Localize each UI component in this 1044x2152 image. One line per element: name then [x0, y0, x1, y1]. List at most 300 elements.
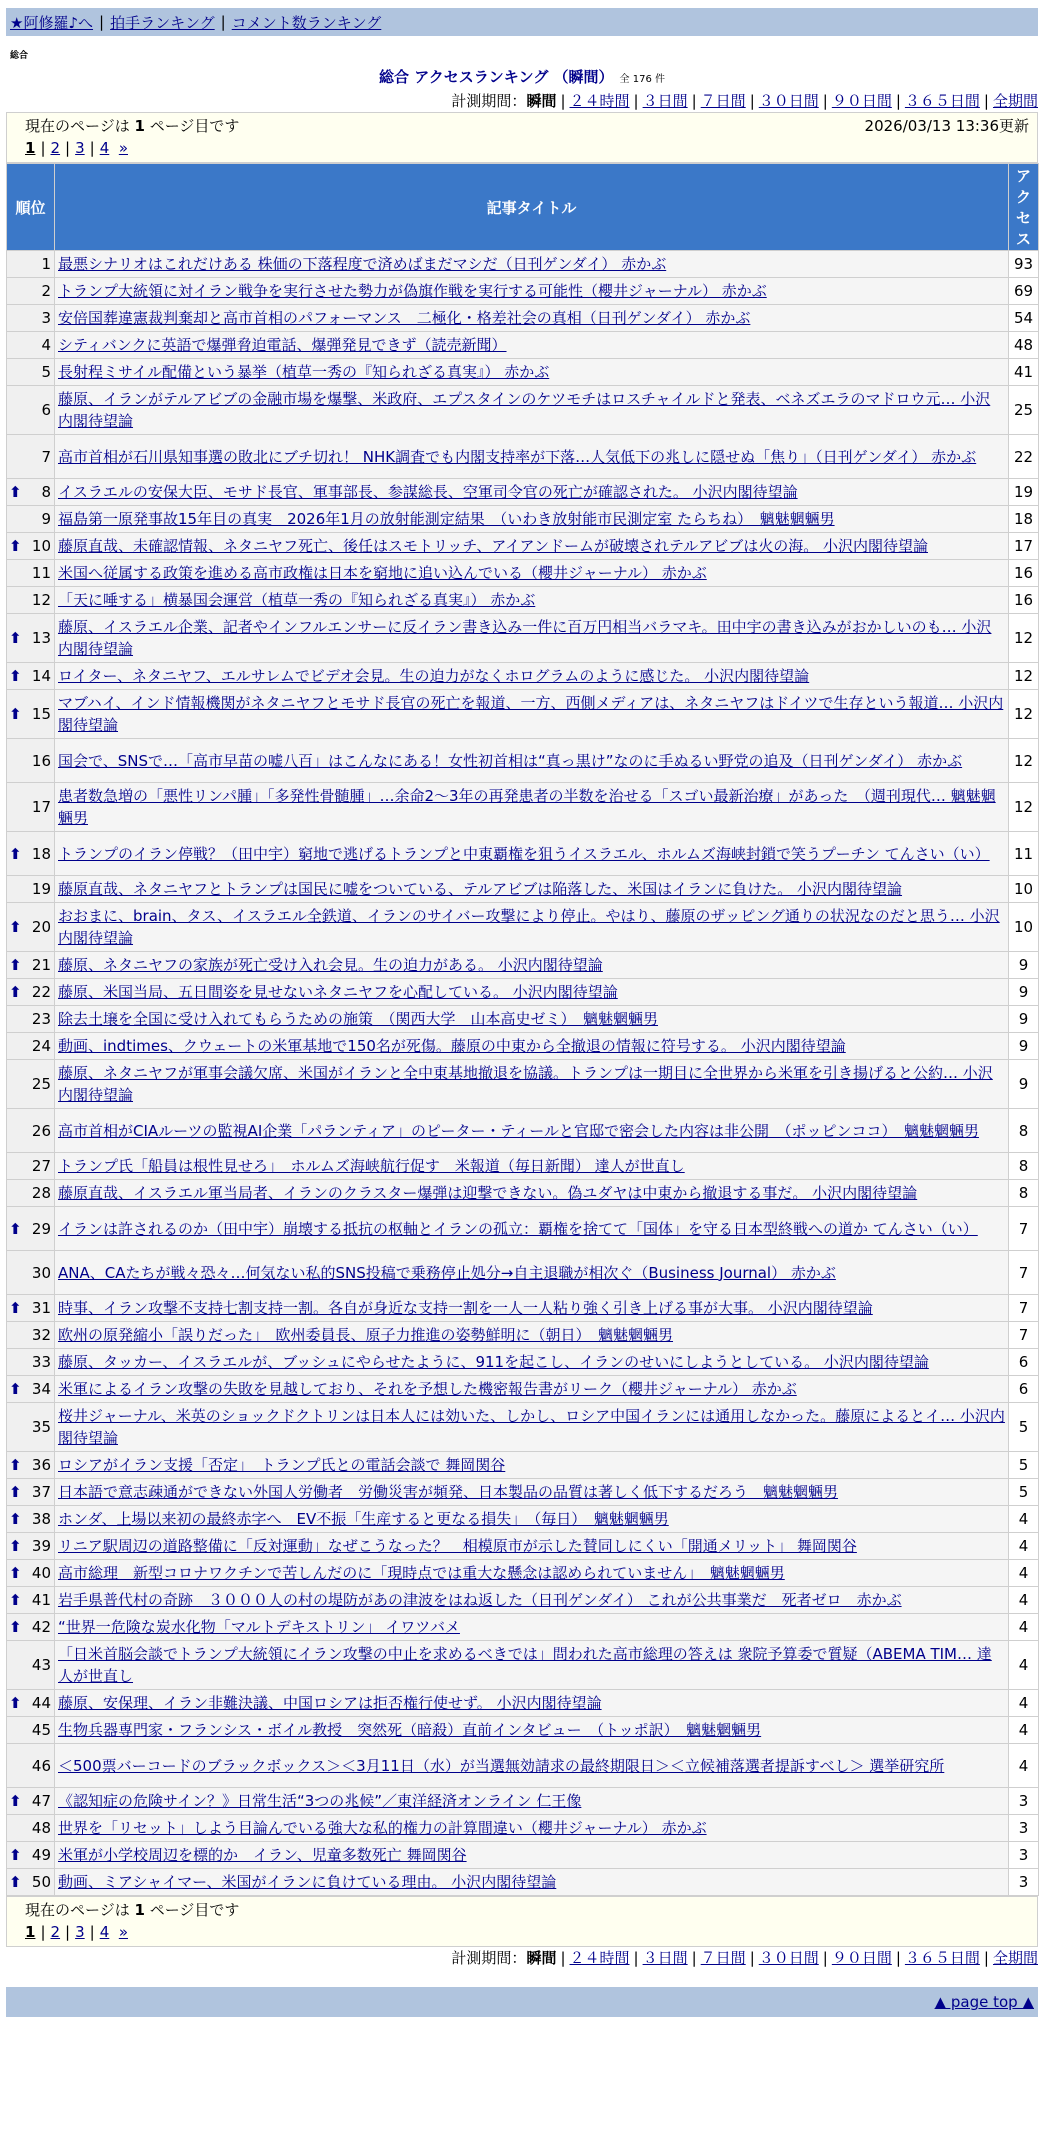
- rank-number: 29: [31, 1219, 51, 1238]
- table-row: [7, 1533, 1039, 1560]
- rank-cell: [7, 533, 55, 560]
- rank-cell: [7, 435, 55, 479]
- rank-cell: [7, 332, 55, 359]
- ranking-table: [6, 163, 1039, 1896]
- title-cell: [55, 1403, 1009, 1452]
- pager-status-row: [25, 1899, 1029, 1921]
- table-row: [7, 1033, 1039, 1060]
- article-link[interactable]: 生物兵器専門家・フランシス・ボイル教授 突然死（暗殺）直前インタビュー （トッポ訳） 魑魅魍魎男: [58, 1721, 762, 1739]
- table-row: [7, 952, 1039, 979]
- article-link[interactable]: 藤原直哉、イスラエル軍当局者、イランのクラスター爆弾は迎撃できない。偽ユダヤは中東から撤退する事だ。 小沢内閣待望論: [58, 1184, 918, 1202]
- article-link[interactable]: 動画、indtimes、クウェートの米軍基地で150名が死傷。藤原の中東から全撤退の情報に符号する。 小沢内閣待望論: [58, 1037, 846, 1055]
- rank-cell: [7, 1479, 55, 1506]
- access-count: 16: [1009, 587, 1039, 614]
- rank-number: 8: [41, 483, 51, 501]
- rank-cell: [7, 1033, 55, 1060]
- rank-number: 1: [41, 255, 51, 273]
- home-link[interactable]: ★阿修羅♪へ: [10, 13, 94, 32]
- rank-cell: [7, 1322, 55, 1349]
- rank-cell: [7, 560, 55, 587]
- page-link[interactable]: 3: [75, 139, 85, 157]
- title-cell: [55, 533, 1009, 560]
- title-cell: [55, 435, 1009, 479]
- table-row: [7, 1842, 1039, 1869]
- access-count: 22: [1009, 435, 1039, 479]
- access-count: 9: [1009, 952, 1039, 979]
- rank-number: 2: [41, 282, 51, 300]
- title-cell: [55, 1479, 1009, 1506]
- page-status-prefix: 現在のページは: [25, 117, 130, 135]
- pager-links: [25, 137, 1029, 159]
- access-count: 7: [1009, 1251, 1039, 1295]
- period-link[interactable]: ７日間: [700, 92, 746, 110]
- rank-cell: [7, 1506, 55, 1533]
- title-cell: [55, 1322, 1009, 1349]
- article-link[interactable]: 時事、イラン攻撃不支持七割支持一割。各自が身近な支持一割を一人一人粘り強く引き上げる事が大事。 小沢内閣待望論: [58, 1299, 873, 1317]
- article-link[interactable]: ANA、CAたちが戦々恐々…何気ない私的SNS投稿で乗務停止処分→自主退職が相次ぐ（Business Journal） 赤かぶ: [58, 1263, 836, 1282]
- article-link[interactable]: 桜井ジャーナル、米英のショックドクトリンは日本人には効いた、しかし、ロシア中国イランには通用しなかった。藤原によるとイ… 小沢内閣待望論: [58, 1407, 1005, 1447]
- table-row: [7, 1295, 1039, 1322]
- title-cell: [55, 739, 1009, 783]
- title-cell: [55, 1153, 1009, 1180]
- rank-up-arrow-icon: ⬆: [9, 1537, 22, 1555]
- rank-number: 19: [31, 880, 51, 898]
- table-row: [7, 1744, 1039, 1788]
- title-cell: [55, 663, 1009, 690]
- rank-cell: [7, 1560, 55, 1587]
- article-link[interactable]: トランプのイラン停戦？（田中宇）窮地で逃げるトランプと中東覇権を狙うイスラエル、ホルムズ海峡封鎖で笑うプーチン てんさい（い）: [58, 844, 990, 863]
- rank-number: 30: [31, 1263, 51, 1282]
- access-count: 4: [1009, 1533, 1039, 1560]
- period-separator: |: [749, 1949, 755, 1967]
- title-cell: [55, 332, 1009, 359]
- pager-separator: |: [40, 1923, 46, 1941]
- rank-up-arrow-icon: ⬆: [9, 1694, 22, 1712]
- rank-cell: [7, 1815, 55, 1842]
- table-row: [7, 1322, 1039, 1349]
- access-count: 8: [1009, 1153, 1039, 1180]
- rank-number: 32: [31, 1326, 51, 1344]
- access-count: 4: [1009, 1641, 1039, 1690]
- table-row: [7, 533, 1039, 560]
- rank-number: 41: [31, 1591, 51, 1609]
- title-cell: [55, 587, 1009, 614]
- table-row: [7, 1506, 1039, 1533]
- rank-number: 20: [31, 918, 51, 936]
- table-row: [7, 587, 1039, 614]
- title-cell: [55, 783, 1009, 832]
- rank-number: 15: [31, 705, 51, 723]
- period-separator: |: [633, 1949, 639, 1967]
- article-link[interactable]: 《認知症の危険サイン？》日常生活“3つの兆候”／東洋経済オンライン 仁王像: [58, 1792, 582, 1810]
- rank-up-arrow-icon: ⬆: [9, 1456, 22, 1474]
- article-link[interactable]: “世界一危険な炭水化物「マルトデキストリン」 イワツバメ: [58, 1618, 460, 1636]
- period-separator: |: [691, 1949, 697, 1967]
- article-link[interactable]: トランプ大統領に対イラン戦争を実行させた勢力が偽旗作戦を実行する可能性（櫻井ジャーナル） 赤かぶ: [58, 282, 767, 300]
- page-status: [25, 1899, 239, 1921]
- period-link[interactable]: ３日間: [642, 1949, 688, 1967]
- period-link[interactable]: 全期間: [992, 92, 1038, 110]
- access-count: 41: [1009, 359, 1039, 386]
- article-link[interactable]: 安倍国葬違憲裁判棄却と高市首相のパフォーマンス 二極化・格差社会の真相（日刊ゲンダイ） 赤かぶ: [58, 309, 751, 327]
- article-link[interactable]: マブハイ、インド情報機関がネタニヤフとモサド長官の死亡を報道、一方、西側メディアは、ネタニヤフはドイツで生存という報道… 小沢内閣待望論: [58, 694, 1004, 734]
- period-selector-bottom: [6, 1947, 1038, 1969]
- rank-cell: [7, 663, 55, 690]
- article-link[interactable]: ロイター、ネタニヤフ、エルサレムでビデオ会見。生の迫力がなくホログラムのように感じた。 小沢内閣待望論: [58, 667, 810, 685]
- article-link[interactable]: イスラエルの安保大臣、モサド長官、軍事部長、参謀総長、空軍司令官の死亡が確認された。 小沢内閣待望論: [58, 483, 798, 501]
- period-link[interactable]: ３０日間: [758, 1949, 819, 1967]
- table-row: [7, 903, 1039, 952]
- page-title-text: 総合 アクセスランキング （瞬間）: [379, 68, 614, 86]
- access-count: 12: [1009, 739, 1039, 783]
- access-count: 11: [1009, 832, 1039, 876]
- table-row: [7, 1614, 1039, 1641]
- rank-number: 13: [31, 629, 51, 647]
- next-page-link[interactable]: »: [118, 139, 128, 157]
- table-row: [7, 1109, 1039, 1153]
- article-link[interactable]: 世界を「リセット」しよう目論んでいる強大な私的権力の計算間違い（櫻井ジャーナル） 赤かぶ: [58, 1819, 707, 1837]
- access-count: 12: [1009, 690, 1039, 739]
- table-row: [7, 1479, 1039, 1506]
- table-row: [7, 876, 1039, 903]
- rank-cell: [7, 1717, 55, 1744]
- title-cell: [55, 1744, 1009, 1788]
- rank-up-arrow-icon: ⬆: [9, 629, 22, 647]
- table-row: [7, 832, 1039, 876]
- pager-separator: |: [89, 139, 95, 157]
- table-row: [7, 278, 1039, 305]
- article-link[interactable]: 米軍が小学校周辺を標的か イラン、児童多数死亡 舞岡関谷: [58, 1846, 467, 1864]
- applause-ranking-link[interactable]: 拍手ランキング: [110, 13, 215, 32]
- article-link[interactable]: 患者数急増の「悪性リンパ腫」「多発性骨髄腫」…余命2〜3年の再発患者の半数を治せる「スゴい最新治療」があった （週刊現代… 魑魅魍魎男: [58, 787, 996, 827]
- article-link[interactable]: 藤原、ネタニヤフの家族が死亡受け入れ会見。生の迫力がある。 小沢内閣待望論: [58, 956, 603, 974]
- rank-cell: [7, 1207, 55, 1251]
- access-count: 12: [1009, 614, 1039, 663]
- table-row: [7, 1560, 1039, 1587]
- rank-number: 7: [41, 447, 51, 466]
- rank-cell: [7, 979, 55, 1006]
- rank-up-arrow-icon: ⬆: [9, 1846, 22, 1864]
- access-count: 9: [1009, 1033, 1039, 1060]
- pager-separator: |: [65, 1923, 71, 1941]
- title-cell: [55, 1180, 1009, 1207]
- rank-number: 44: [31, 1694, 51, 1712]
- table-row: [7, 1587, 1039, 1614]
- article-link[interactable]: 藤原、イランがテルアビブの金融市場を爆撃、米政府、エプスタインのケツモチはロスチャイルドと発表、ベネズエラのマドロウ元… 小沢内閣待望論: [58, 390, 991, 430]
- table-row: [7, 1006, 1039, 1033]
- article-link[interactable]: 藤原、安保理、イラン非難決議、中国ロシアは拒否権行使せず。 小沢内閣待望論: [58, 1694, 602, 1712]
- article-link[interactable]: 米国へ従属する政策を進める高市政権は日本を窮地に追い込んでいる（櫻井ジャーナル） 赤かぶ: [58, 564, 707, 582]
- article-link[interactable]: 「日米首脳会談でトランプ大統領にイラン攻撃の中止を求めるべきでは」問われた高市総理の答えは 衆院予算委で質疑（ABEMA TIM… 達人が世直し: [58, 1645, 992, 1685]
- rank-cell: [7, 952, 55, 979]
- period-link[interactable]: ３日間: [642, 92, 688, 110]
- rank-cell: [7, 479, 55, 506]
- rank-cell: [7, 1690, 55, 1717]
- rank-up-arrow-icon: ⬆: [9, 1564, 22, 1582]
- rank-number: 28: [31, 1184, 51, 1202]
- ranking-body: [7, 251, 1039, 1896]
- access-count: 7: [1009, 1207, 1039, 1251]
- rank-number: 48: [31, 1819, 51, 1837]
- article-link[interactable]: 岩手県普代村の奇跡 ３０００人の村の堤防があの津波をはね返した（日刊ゲンダイ） これが公共事業だ 死者ゼロ 赤かぶ: [58, 1591, 902, 1609]
- title-cell: [55, 1533, 1009, 1560]
- title-cell: [55, 979, 1009, 1006]
- top-nav-bar: [6, 8, 1038, 36]
- title-cell: [55, 1452, 1009, 1479]
- title-cell: [55, 1641, 1009, 1690]
- title-cell: [55, 1506, 1009, 1533]
- title-cell: [55, 1690, 1009, 1717]
- period-link[interactable]: ２４時間: [569, 92, 630, 110]
- period-link[interactable]: ９０日間: [831, 92, 892, 110]
- period-separator: |: [560, 1949, 566, 1967]
- page-title: [6, 67, 1038, 90]
- article-link[interactable]: 藤原直哉、未確認情報、ネタニヤフ死亡、後任はスモトリッチ、アイアンドームが破壊されテルアビブは火の海。 小沢内閣待望論: [58, 537, 928, 555]
- access-count: 9: [1009, 1006, 1039, 1033]
- page-status-suffix: ページ目です: [149, 1901, 240, 1919]
- table-row: [7, 1788, 1039, 1815]
- article-link[interactable]: 藤原、米国当局、五日間姿を見せないネタニヤフを心配している。 小沢内閣待望論: [58, 983, 618, 1001]
- title-cell: [55, 1842, 1009, 1869]
- page-link[interactable]: 4: [99, 139, 110, 157]
- article-link[interactable]: トランプ氏「船員は根性見せろ」 ホルムズ海峡航行促す 米報道（毎日新聞） 達人が世直し: [58, 1157, 685, 1175]
- rank-up-arrow-icon: ⬆: [9, 705, 22, 723]
- article-link[interactable]: 米軍によるイラン攻撃の失敗を見越しており、それを予想した機密報告書がリーク（櫻井ジャーナル） 赤かぶ: [58, 1380, 797, 1398]
- article-link[interactable]: おおまに、brain、タス、イスラエル全鉄道、イランのサイバー攻撃により停止。やはり、藤原のザッピング通りの状況なのだと思う… 小沢内閣待望論: [58, 907, 1000, 947]
- table-row: [7, 305, 1039, 332]
- access-count: 5: [1009, 1403, 1039, 1452]
- rank-number: 37: [31, 1483, 51, 1501]
- rank-cell: [7, 587, 55, 614]
- article-link[interactable]: 国会で、SNSで…「高市早苗の嘘八百」はこんなにある！女性初首相は“真っ黒け”なのに手ぬるい野党の追及（日刊ゲンダイ） 赤かぶ: [58, 751, 963, 770]
- rank-number: 45: [31, 1721, 51, 1739]
- table-row: [7, 614, 1039, 663]
- rank-cell: [7, 386, 55, 435]
- article-link[interactable]: ロシアがイラン支援「否定」 トランプ氏との電話会談で 舞岡関谷: [58, 1456, 506, 1474]
- access-count: 4: [1009, 1690, 1039, 1717]
- article-link[interactable]: 高市首相がCIAルーツの監視AI企業「パランティア」のピーター・ティールと官邸で密会した内容は非公開 （ポッピンココ） 魑魅魍魎男: [58, 1121, 979, 1140]
- rank-cell: [7, 1614, 55, 1641]
- table-row: [7, 739, 1039, 783]
- rank-up-arrow-icon: ⬆: [9, 1380, 22, 1398]
- rank-number: 18: [31, 844, 51, 863]
- page-link[interactable]: 3: [75, 1923, 85, 1941]
- access-count: 4: [1009, 1560, 1039, 1587]
- table-row: [7, 663, 1039, 690]
- article-link[interactable]: ホンダ、上場以来初の最終赤字へ EV不振「生産すると更なる損失」 （毎日） 魑魅魍魎男: [58, 1510, 669, 1528]
- period-separator: |: [691, 92, 697, 110]
- access-count: 6: [1009, 1376, 1039, 1403]
- article-link[interactable]: 最悪シナリオはこれだけある 株価の下落程度で済めばまだマシだ（日刊ゲンダイ） 赤かぶ: [58, 255, 667, 273]
- access-count: 10: [1009, 903, 1039, 952]
- comment-ranking-link[interactable]: コメント数ランキング: [231, 13, 382, 32]
- table-row: [7, 1690, 1039, 1717]
- article-link[interactable]: 長射程ミサイル配備という暴挙（植草一秀の『知られざる真実』） 赤かぶ: [58, 363, 550, 381]
- period-link[interactable]: 全期間: [992, 1949, 1038, 1967]
- table-row: [7, 1403, 1039, 1452]
- access-count: 9: [1009, 979, 1039, 1006]
- access-count: 18: [1009, 506, 1039, 533]
- period-link[interactable]: ９０日間: [831, 1949, 892, 1967]
- access-count: 3: [1009, 1869, 1039, 1896]
- table-row: [7, 386, 1039, 435]
- title-cell: [55, 1869, 1009, 1896]
- article-link[interactable]: シティバンクに英語で爆弾脅迫電話、爆弾発見できず（読売新聞）: [58, 336, 507, 354]
- rank-up-arrow-icon: ⬆: [9, 918, 22, 936]
- access-count: 12: [1009, 663, 1039, 690]
- rank-cell: [7, 1251, 55, 1295]
- article-link[interactable]: 福島第一原発事故15年目の真実 2026年1月の放射能測定結果 （いわき放射能市民測定室 たらちね） 魑魅魍魎男: [58, 510, 835, 528]
- table-row: [7, 479, 1039, 506]
- access-count: 19: [1009, 479, 1039, 506]
- article-link[interactable]: イランは許されるのか（田中宇）崩壊する抵抗の枢軸とイランの孤立：覇権を捨てて「国体」を守る日本型終戦への道か てんさい（い）: [58, 1219, 978, 1238]
- rank-number: 16: [31, 751, 51, 770]
- article-link[interactable]: 藤原、イスラエル企業、記者やインフルエンサーに反イラン書き込み一件に百万円相当バラマキ。田中宇の書き込みがおかしいのも… 小沢内閣待望論: [58, 618, 992, 658]
- rank-cell: [7, 1403, 55, 1452]
- page-link[interactable]: 2: [50, 1923, 61, 1941]
- title-cell: [55, 1295, 1009, 1322]
- table-row: [7, 690, 1039, 739]
- rank-number: 40: [31, 1564, 51, 1582]
- article-link[interactable]: 藤原、ネタニヤフが軍事会議欠席、米国がイランと全中東基地撤退を協議。トランプは一期目に全世界から米軍を引き揚げると公約… 小沢内閣待望論: [58, 1064, 993, 1104]
- title-cell: [55, 832, 1009, 876]
- table-row: [7, 1180, 1039, 1207]
- article-link[interactable]: 藤原、タッカー、イスラエルが、ブッシュにやらせたように、911を起こし、イランのせいにしようとしている。 小沢内閣待望論: [58, 1353, 929, 1371]
- page-status-suffix: ページ目です: [149, 117, 240, 135]
- rank-number: 21: [31, 956, 51, 974]
- title-cell: [55, 1349, 1009, 1376]
- period-link[interactable]: ３６５日間: [904, 92, 980, 110]
- article-link[interactable]: 日本語で意志疎通ができない外国人労働者 労働災害が頻発、日本製品の品質は著しく低下するだろう 魑魅魍魎男: [58, 1483, 839, 1501]
- access-count: 4: [1009, 1744, 1039, 1788]
- access-count: 4: [1009, 1587, 1039, 1614]
- table-row: [7, 1452, 1039, 1479]
- access-count: 5: [1009, 1479, 1039, 1506]
- rank-cell: [7, 1452, 55, 1479]
- table-row: [7, 1815, 1039, 1842]
- article-link[interactable]: ＜500票バーコードのブラックボックス＞＜3月11日（水）が当選無効請求の最終期限日＞＜立候補落選者提訴すべし＞ 選挙研究所: [58, 1756, 945, 1775]
- rank-up-arrow-icon: ⬆: [9, 1299, 22, 1317]
- rank-cell: [7, 1060, 55, 1109]
- rank-number: 3: [41, 309, 51, 327]
- period-link[interactable]: ７日間: [700, 1949, 746, 1967]
- period-link[interactable]: ３６５日間: [904, 1949, 980, 1967]
- table-row: [7, 1869, 1039, 1896]
- rank-number: 46: [31, 1756, 51, 1775]
- rank-up-arrow-icon: ⬆: [9, 537, 22, 555]
- rank-cell: [7, 251, 55, 278]
- total-count: 全 176 件: [619, 74, 665, 85]
- rank-cell: [7, 1842, 55, 1869]
- article-link[interactable]: 藤原直哉、ネタニヤフとトランプは国民に嘘をついている、テルアビブは陥落した、米国はイランに負けた。 小沢内閣待望論: [58, 880, 903, 898]
- nav-separator: |: [220, 13, 226, 31]
- rank-number: 50: [31, 1873, 51, 1891]
- rank-number: 42: [31, 1618, 51, 1636]
- article-link[interactable]: 動画、ミアシャイマー、米国がイランに負けている理由。 小沢内閣待望論: [58, 1873, 557, 1891]
- page-status-number: 1: [134, 117, 145, 135]
- table-header-row: [7, 164, 1039, 251]
- table-row: [7, 1153, 1039, 1180]
- rank-cell: [7, 739, 55, 783]
- rank-number: 31: [31, 1299, 51, 1317]
- access-count: 10: [1009, 876, 1039, 903]
- nav-separator: |: [99, 13, 105, 31]
- rank-cell: [7, 359, 55, 386]
- access-count: 93: [1009, 251, 1039, 278]
- period-label: 計測期間：: [451, 92, 527, 110]
- access-count: 6: [1009, 1349, 1039, 1376]
- access-count: 54: [1009, 305, 1039, 332]
- rank-number: 5: [41, 363, 51, 381]
- article-link[interactable]: リニア駅周辺の道路整備に「反対運動」なぜこうなった？ 相模原市が示した賛同しにくい「開通メリット」 舞岡関谷: [58, 1537, 857, 1555]
- table-row: [7, 1376, 1039, 1403]
- article-link[interactable]: 「天に唾する」横暴国会運営（植草一秀の『知られざる真実』） 赤かぶ: [58, 591, 536, 609]
- title-cell: [55, 690, 1009, 739]
- current-page: 1: [25, 139, 36, 157]
- table-row: [7, 251, 1039, 278]
- article-link[interactable]: 除去土壌を全国に受け入れてもらうための施策 （関西大学 山本高史ゼミ） 魑魅魍魎男: [58, 1010, 659, 1028]
- article-link[interactable]: 欧州の原発縮小「誤りだった」 欧州委員長、原子力推進の姿勢鮮明に（朝日） 魑魅魍魎男: [58, 1326, 674, 1344]
- rank-cell: [7, 1744, 55, 1788]
- title-cell: [55, 359, 1009, 386]
- pager-separator: |: [40, 139, 46, 157]
- title-cell: [55, 305, 1009, 332]
- period-separator: |: [633, 92, 639, 110]
- table-row: [7, 1349, 1039, 1376]
- period-separator: |: [822, 1949, 828, 1967]
- title-cell: [55, 1587, 1009, 1614]
- page-top-link[interactable]: ▲ page top ▲: [934, 1993, 1034, 2011]
- table-row: [7, 560, 1039, 587]
- rank-number: 4: [41, 336, 51, 354]
- period-link[interactable]: ２４時間: [569, 1949, 630, 1967]
- article-link[interactable]: 高市首相が石川県知事選の敗北にブチ切れ！ NHK調査でも内閣支持率が下落…人気低下の兆しに隠せぬ「焦り」（日刊ゲンダイ） 赤かぶ: [58, 447, 977, 466]
- rank-cell: [7, 783, 55, 832]
- title-cell: [55, 1717, 1009, 1744]
- rank-cell: [7, 1349, 55, 1376]
- rank-cell: [7, 1153, 55, 1180]
- page-link[interactable]: 4: [99, 1923, 110, 1941]
- table-row: [7, 1251, 1039, 1295]
- article-link[interactable]: 高市総理 新型コロナワクチンで苦しんだのに「現時点では重大な懸念は認められていません」 魑魅魍魎男: [58, 1564, 785, 1582]
- rank-cell: [7, 1533, 55, 1560]
- next-page-link[interactable]: »: [118, 1923, 128, 1941]
- title-cell: [55, 1815, 1009, 1842]
- rank-number: 12: [31, 591, 51, 609]
- title-cell: [55, 1560, 1009, 1587]
- period-link[interactable]: ３０日間: [758, 92, 819, 110]
- pager-separator: |: [65, 139, 71, 157]
- title-cell: [55, 251, 1009, 278]
- rank-cell: [7, 1641, 55, 1690]
- access-count: 12: [1009, 783, 1039, 832]
- table-row: [7, 783, 1039, 832]
- access-count: 7: [1009, 1322, 1039, 1349]
- rank-number: 14: [31, 667, 51, 685]
- page-link[interactable]: 2: [50, 139, 61, 157]
- period-separator: |: [822, 92, 828, 110]
- title-cell: [55, 903, 1009, 952]
- table-row: [7, 506, 1039, 533]
- period-selector-top: [6, 90, 1038, 112]
- period-current: 瞬間: [526, 92, 557, 110]
- rank-number: 17: [31, 798, 51, 816]
- rank-number: 43: [31, 1656, 51, 1674]
- title-cell: [55, 278, 1009, 305]
- page-status: [25, 115, 239, 137]
- access-count: 9: [1009, 1060, 1039, 1109]
- rank-cell: [7, 1587, 55, 1614]
